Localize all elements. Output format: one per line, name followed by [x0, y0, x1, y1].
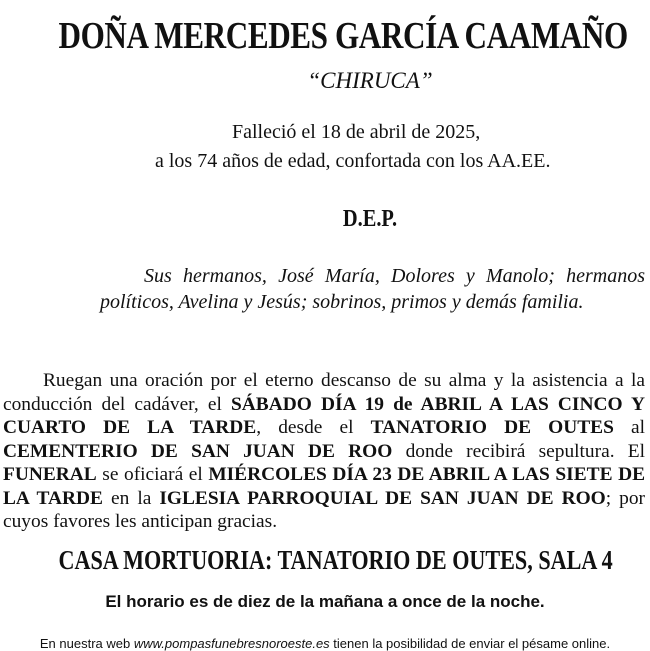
funeral-home-heading: CASA MORTUORIA: TANATORIO DE OUTES, SALA 4: [59, 545, 592, 576]
web-note-suffix: tienen la posibilidad de enviar el pésame online.: [330, 636, 610, 651]
service-text-2: , desde el: [256, 417, 370, 438]
service-text-7: ; por cuyos favores les anticipan gracias.: [3, 488, 645, 533]
service-bold-1: SÁBADO DÍA 19 de ABRIL A LAS CINCO Y CUARTO DE LA TARDE: [3, 394, 645, 439]
service-bold-2: TANATORIO DE OUTES: [371, 417, 614, 438]
service-text-6: en la: [103, 488, 159, 509]
service-bold-4: FUNERAL: [3, 464, 97, 485]
service-text-1: Ruegan una oración por el eterno descanso de su alma y la asistencia a la conducción del cadáver, el: [3, 370, 645, 415]
deceased-name: DOÑA MERCEDES GARCÍA CAAMAÑO: [59, 14, 592, 58]
service-text-4: donde recibirá sepultura. El: [392, 441, 645, 462]
family-text-1: Sus hermanos, José María, Dolores y Manolo;: [100, 265, 555, 287]
web-note: [0, 636, 650, 651]
dep-heading: D.E.P.: [56, 206, 650, 233]
web-url-link[interactable]: www.pompasfunebresnoroeste.es: [134, 636, 330, 651]
service-paragraph: [3, 369, 645, 534]
web-note-prefix: En nuestra web: [40, 636, 134, 651]
service-bold-6: IGLESIA PARROQUIAL DE SAN JUAN DE ROO: [159, 488, 605, 509]
service-text-3: al: [614, 417, 645, 438]
age-line: a los 74 años de edad, confortada con los AA.EE.: [155, 150, 550, 173]
service-bold-5: MIÉRCOLES DÍA 23 DE ABRIL A LAS SIETE DE LA TARDE: [3, 464, 645, 509]
family-paragraph: [100, 263, 645, 315]
family-text-2: hermanos políticos, Avelina y Jesús; sobrinos, primos y demás familia.: [100, 265, 645, 313]
death-date-line: Falleció el 18 de abril de 2025,: [232, 121, 480, 144]
service-bold-3: CEMENTERIO DE SAN JUAN DE ROO: [3, 441, 392, 462]
service-text-5: se oficiará el: [97, 464, 209, 485]
opening-hours: El horario es de diez de la mañana a once de la noche.: [0, 592, 650, 612]
nickname: “CHIRUCA”: [0, 68, 650, 94]
